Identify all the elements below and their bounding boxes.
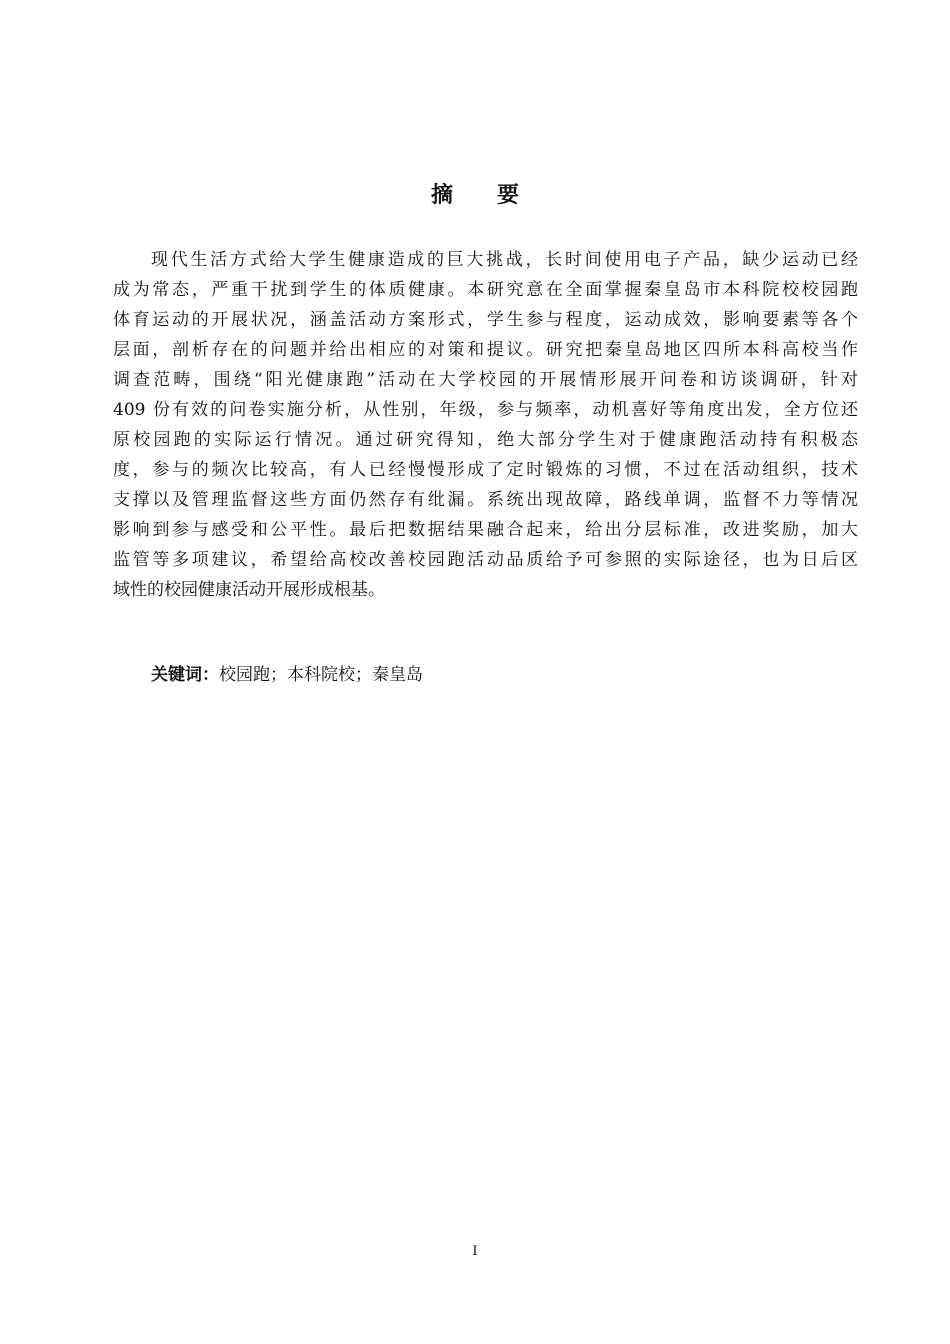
abstract-line: 层面，剖析存在的问题并给出相应的对策和提议。研究把秦皇岛地区四所本科高校当作: [113, 340, 858, 360]
abstract-line: 成为常态，严重干扰到学生的体质健康。本研究意在全面掌握秦皇岛市本科院校校园跑: [113, 280, 858, 300]
abstract-line: 原校园跑的实际运行情况。通过研究得知，绝大部分学生对于健康跑活动持有积极态: [113, 430, 858, 450]
abstract-line: 域性的校园健康活动开展形成根基。: [113, 580, 385, 600]
abstract-line: 现代生活方式给大学生健康造成的巨大挑战，长时间使用电子产品，缺少运动已经: [151, 250, 858, 270]
abstract-line: 影响到参与感受和公平性。最后把数据结果融合起来，给出分层标准，改进奖励，加大: [113, 520, 858, 540]
abstract-line: 调查范畴，围绕“阳光健康跑”活动在大学校园的开展情形展开问卷和访谈调研，针对: [113, 370, 858, 390]
title-char-1: 摘: [430, 183, 453, 208]
keywords-label: 关键词：: [151, 665, 219, 685]
page-title: [0, 178, 950, 209]
keywords-line: [151, 660, 423, 690]
page-number: I: [472, 1244, 478, 1259]
abstract-body: [113, 245, 858, 605]
title-char-2: 要: [497, 183, 520, 208]
abstract-line: 度，参与的频次比较高，有人已经慢慢形成了定时锻炼的习惯，不过在活动组织，技术: [113, 460, 858, 480]
abstract-line: 支撑以及管理监督这些方面仍然存有纰漏。系统出现故障，路线单调，监督不力等情况: [113, 490, 858, 510]
abstract-line: 体育运动的开展状况，涵盖活动方案形式，学生参与程度，运动成效，影响要素等各个: [113, 310, 858, 330]
abstract-line: 监管等多项建议，希望给高校改善校园跑活动品质给予可参照的实际途径，也为日后区: [113, 550, 858, 570]
keywords-value: 校园跑；本科院校；秦皇岛: [219, 665, 423, 685]
abstract-line: 409 份有效的问卷实施分析，从性别，年级，参与频率，动机喜好等角度出发，全方位还: [113, 400, 858, 420]
